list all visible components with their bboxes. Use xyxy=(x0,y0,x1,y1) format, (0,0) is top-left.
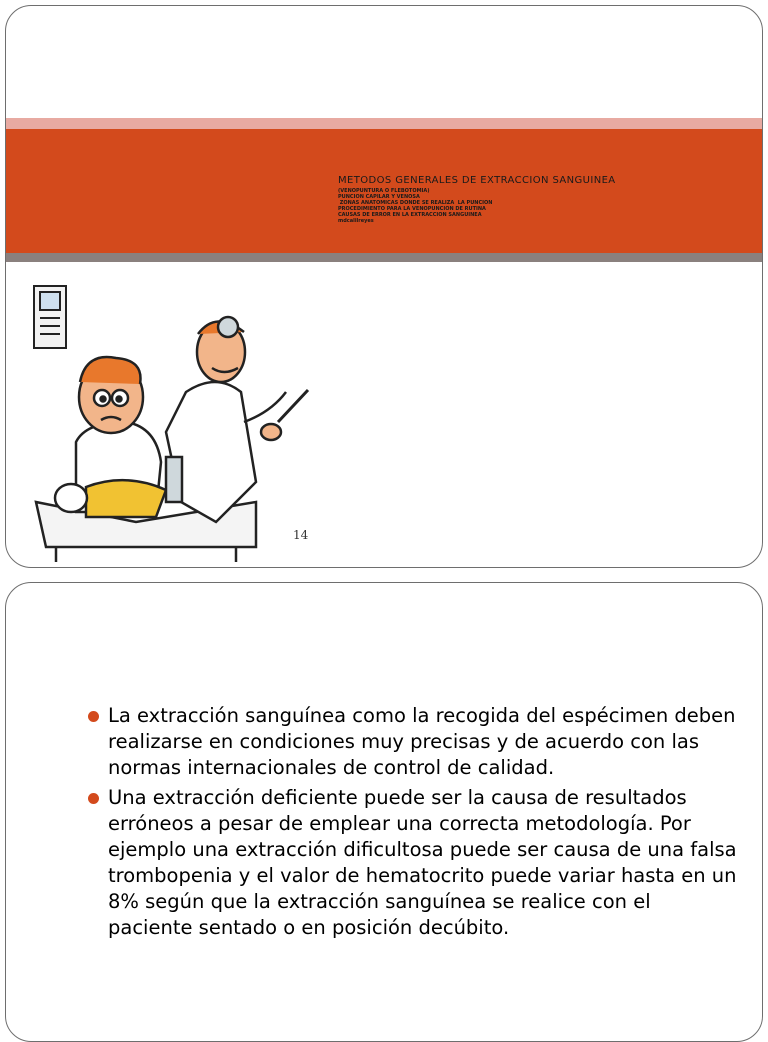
title-band-top-stripe xyxy=(6,118,762,129)
title-band-bottom-stripe xyxy=(6,253,762,262)
doctor-patient-cartoon xyxy=(16,272,316,562)
slide-1 xyxy=(5,5,763,568)
title-block xyxy=(338,174,738,224)
bullet-dot-icon xyxy=(88,793,99,804)
slide-title: METODOS GENERALES DE EXTRACCION SANGUINEA xyxy=(338,175,616,186)
page-number: 14 xyxy=(293,528,309,542)
bullet-item xyxy=(88,703,738,781)
doctor-icon xyxy=(166,317,308,522)
subtitle-line: CAUSAS DE ERROR EN LA EXTRACCION SANGUINEA xyxy=(338,212,482,218)
subtitle-line: (VENOPUNTURA O FLEBOTOMIA) xyxy=(338,188,430,194)
bullet-dot-icon xyxy=(88,711,99,722)
bullet-list xyxy=(88,703,738,945)
subtitle-line: PROCEDIMIENTO PARA LA VENOPUNCION DE RUTINA xyxy=(338,206,486,212)
wall-chart-icon xyxy=(34,286,66,348)
patient-icon xyxy=(55,357,166,517)
slide-2 xyxy=(5,582,763,1042)
subtitle-line: PUNCION CAPILAR Y VENOSA xyxy=(338,194,420,200)
subtitle-line: ZONAS ANATOMICAS DONDE SE REALIZA LA PUNCION xyxy=(338,200,493,206)
author-line: mdcalilreyes xyxy=(338,218,374,224)
bullet-text: La extracción sanguínea como la recogida del espécimen deben realizarse en condiciones muy precisas y de acuerdo con las normas internacionales de control de calidad. xyxy=(108,704,736,779)
subtitle-list xyxy=(338,188,738,224)
bullet-text: Una extracción deficiente puede ser la causa de resultados erróneos a pesar de emplear una correcta metodología. Por ejemplo una extracción dificultosa puede ser causa de una falsa trombopenia y el valor de hematocrito puede variar hasta en un 8% según que la extracción sanguínea se realice con el paciente sentado o en posición decúbito. xyxy=(108,786,737,939)
bullet-item xyxy=(88,785,738,941)
